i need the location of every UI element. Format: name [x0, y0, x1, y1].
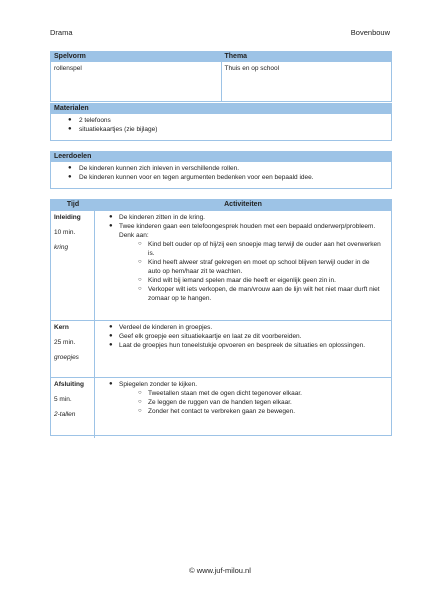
table-row-kern [51, 320, 391, 377]
circle-bullet-icon: ○ [138, 399, 142, 405]
list-item: ● De kinderen zitten in de kring. [109, 214, 205, 221]
materialen-label: Materialen [51, 104, 391, 114]
list-item: ● De kinderen kunnen voor en tegen argumenten bedenken voor een bepaald idee. [68, 174, 314, 181]
list-item: ● Verdeel de kinderen in groepjes. [109, 324, 213, 331]
spelvorm-value: rollenspel [54, 65, 82, 72]
table-row-inleiding [51, 210, 391, 320]
bullet-icon: ● [109, 342, 113, 348]
sub-list-item: ○ Kind heeft alweer straf gekregen en moet op school blijven terwijl ouder in de auto op hem/haar zit te wachten. [138, 259, 370, 275]
list-item: ● Laat de groepjes hun toneelstukje opvoeren en bespreek de situaties en oplossingen. [109, 342, 366, 349]
bullet-icon: ● [109, 333, 113, 339]
sub-list-item: ○ Kind belt ouder op of hij/zij een snoepje mag terwijl de ouder aan het overwerken is. [138, 241, 381, 257]
row-time-cell [51, 378, 95, 438]
bullet-icon: ● [109, 381, 113, 387]
circle-bullet-icon: ○ [138, 286, 142, 292]
sub-list-item: ○ Verkoper wilt iets verkopen, de man/vrouw aan de lijn wilt het niet maar durft niet zomaar op te hangen. [138, 286, 380, 302]
header-subject: Drama [50, 28, 73, 37]
table-header [51, 200, 391, 210]
table-row-afsluiting [51, 377, 391, 438]
sub-list-item: ○ Zonder het contact te verbreken gaan ze bewegen. [138, 408, 296, 415]
row-activities-cell [95, 378, 391, 438]
spelvorm-column [51, 52, 221, 101]
time-column-header: Tijd [66, 201, 80, 208]
leerdoelen-list [51, 162, 391, 182]
list-item: ● De kinderen kunnen zich inleven in verschillende rollen. [68, 165, 240, 172]
circle-bullet-icon: ○ [138, 408, 142, 414]
circle-bullet-icon: ○ [138, 390, 142, 396]
row-activities-cell [95, 321, 391, 377]
thema-value: Thuis en op school [224, 65, 280, 72]
circle-bullet-icon: ○ [138, 259, 142, 265]
row-time-cell [51, 211, 95, 320]
footer-copyright: © www.juf-milou.nl [189, 566, 251, 575]
row-title: Inleiding [54, 214, 81, 221]
header-level: Bovenbouw [350, 28, 390, 37]
bullet-icon: ● [68, 174, 72, 180]
spelvorm-thema-table [50, 51, 392, 102]
spelvorm-label: Spelvorm [51, 52, 221, 62]
row-title: Kern [54, 324, 69, 331]
list-item: ● Geef elk groepje een situatiekaartje en laat ze dit voorbereiden. [109, 333, 302, 340]
sub-list-item: ○ Ze leggen de ruggen van de handen tegen elkaar. [138, 399, 292, 406]
bullet-icon: ● [109, 324, 113, 330]
thema-label: Thema [222, 52, 392, 62]
leerdoelen-label: Leerdoelen [51, 152, 391, 162]
list-item: ● situatiekaartjes (zie bijlage) [68, 126, 158, 133]
row-activities-cell [95, 211, 391, 320]
bullet-icon: ● [68, 117, 72, 123]
row-duration: 10 min. [54, 229, 76, 236]
circle-bullet-icon: ○ [138, 241, 142, 247]
row-duration: 5 min. [54, 396, 72, 403]
row-form: groepjes [54, 354, 79, 361]
row-time-cell [51, 321, 95, 377]
activities-table [50, 199, 392, 436]
sub-list-item: ○ Tweetallen staan met de ogen dicht tegenover elkaar. [138, 390, 302, 397]
bullet-icon: ● [109, 223, 113, 229]
materialen-section [50, 103, 392, 141]
row-form: 2-tallen [54, 411, 76, 418]
sub-list-item: ○ Kind wilt bij iemand spelen maar die heeft er eigenlijk geen zin in. [138, 277, 336, 284]
circle-bullet-icon: ○ [138, 277, 142, 283]
bullet-icon: ● [68, 165, 72, 171]
activities-column-header: Activiteiten [224, 201, 262, 208]
list-item: ● Twee kinderen gaan een telefoongesprek houden met een bepaald onderwerp/probleem. Denk aan: [109, 223, 376, 239]
bullet-icon: ● [68, 126, 72, 132]
materialen-list [51, 114, 391, 134]
bullet-icon: ● [109, 214, 113, 220]
thema-column [221, 52, 392, 101]
list-item: ● 2 telefoons [68, 117, 111, 124]
leerdoelen-section [50, 151, 392, 189]
row-duration: 25 min. [54, 339, 76, 346]
row-form: kring [54, 244, 69, 251]
row-title: Afsluiting [54, 381, 84, 388]
list-item: ● Spiegelen zonder te kijken. [109, 381, 198, 388]
